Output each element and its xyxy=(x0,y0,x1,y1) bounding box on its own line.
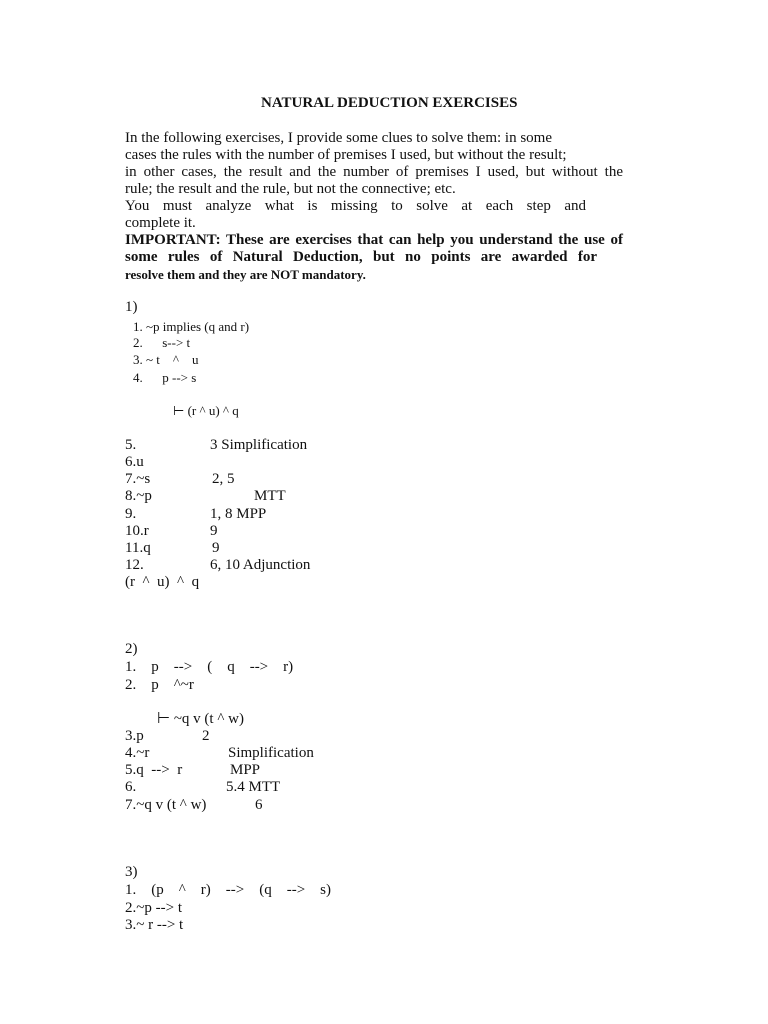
result-line: (r ^ u) ^ q xyxy=(125,574,200,590)
exercise-number: 3) xyxy=(125,864,138,880)
premise-4: 4. p --> s xyxy=(133,370,197,385)
step-5-rule: 3 Simplification xyxy=(210,437,308,453)
intro-line-5: You must analyze what is missing to solve at each step and xyxy=(125,198,586,214)
step-10-rule: 9 xyxy=(210,523,218,539)
intro-line-3: in other cases, the result and the number of premises I used, but without the xyxy=(125,164,623,180)
premise-2: 2.~p --> t xyxy=(125,900,182,916)
step-9-number: 9. xyxy=(125,506,137,522)
step-3-rule: 2 xyxy=(202,728,210,744)
step-4-number: 4.~r xyxy=(125,745,150,761)
premise-3: 3.~ r --> t xyxy=(125,917,184,933)
step-7-number: 7.~q v (t ^ w) xyxy=(125,797,207,813)
step-8-rule: MTT xyxy=(254,488,286,504)
step-5-number: 5. xyxy=(125,437,137,453)
premise-1: 1. ~p implies (q and r) xyxy=(133,319,250,334)
exercise-number: 1) xyxy=(125,299,138,315)
step-11-number: 11.q xyxy=(125,540,151,556)
premise-1: 1. p --> ( q --> r) xyxy=(125,659,294,675)
step-8-number: 8.~p xyxy=(125,488,152,504)
step-5-rule: MPP xyxy=(230,762,261,778)
step-7-rule: 6 xyxy=(255,797,263,813)
step-11-rule: 9 xyxy=(212,540,220,556)
important-line-2: some rules of Natural Deduction, but no points are awarded for xyxy=(125,249,597,265)
step-12-rule: 6, 10 Adjunction xyxy=(210,557,311,573)
intro-line-6: complete it. xyxy=(125,215,196,231)
step-5-number: 5.q --> r xyxy=(125,762,183,778)
step-3-number: 3.p xyxy=(125,728,144,744)
intro-line-1: In the following exercises, I provide some clues to solve them: in some xyxy=(125,130,552,146)
goal-conclusion: ⊢ ~q v (t ^ w) xyxy=(157,711,244,727)
important-line-3: resolve them and they are NOT mandatory. xyxy=(125,267,366,282)
intro-line-2: cases the rules with the number of premises I used, but without the result; xyxy=(125,147,567,163)
exercise-number: 2) xyxy=(125,641,138,657)
step-12-number: 12. xyxy=(125,557,144,573)
intro-line-4: rule; the result and the rule, but not the connective; etc. xyxy=(125,181,456,197)
page-title: NATURAL DEDUCTION EXERCISES xyxy=(261,95,518,111)
premise-2: 2. p ^~r xyxy=(125,677,194,693)
goal-conclusion: ⊢ (r ^ u) ^ q xyxy=(173,403,239,418)
premise-3: 3. ~ t ^ u xyxy=(133,352,199,367)
step-6-number: 6.u xyxy=(125,454,144,470)
step-6-number: 6. xyxy=(125,779,137,795)
important-line-1: IMPORTANT: These are exercises that can help you understand the use of xyxy=(125,232,623,248)
step-10-number: 10.r xyxy=(125,523,149,539)
step-4-rule: Simplification xyxy=(228,745,314,761)
step-9-rule: 1, 8 MPP xyxy=(210,506,267,522)
step-6-rule: 5.4 MTT xyxy=(226,779,281,795)
premise-1: 1. (p ^ r) --> (q --> s) xyxy=(125,882,332,898)
premise-2: 2. s--> t xyxy=(133,335,191,350)
step-7-rule: 2, 5 xyxy=(212,471,235,487)
step-7-number: 7.~s xyxy=(125,471,151,487)
